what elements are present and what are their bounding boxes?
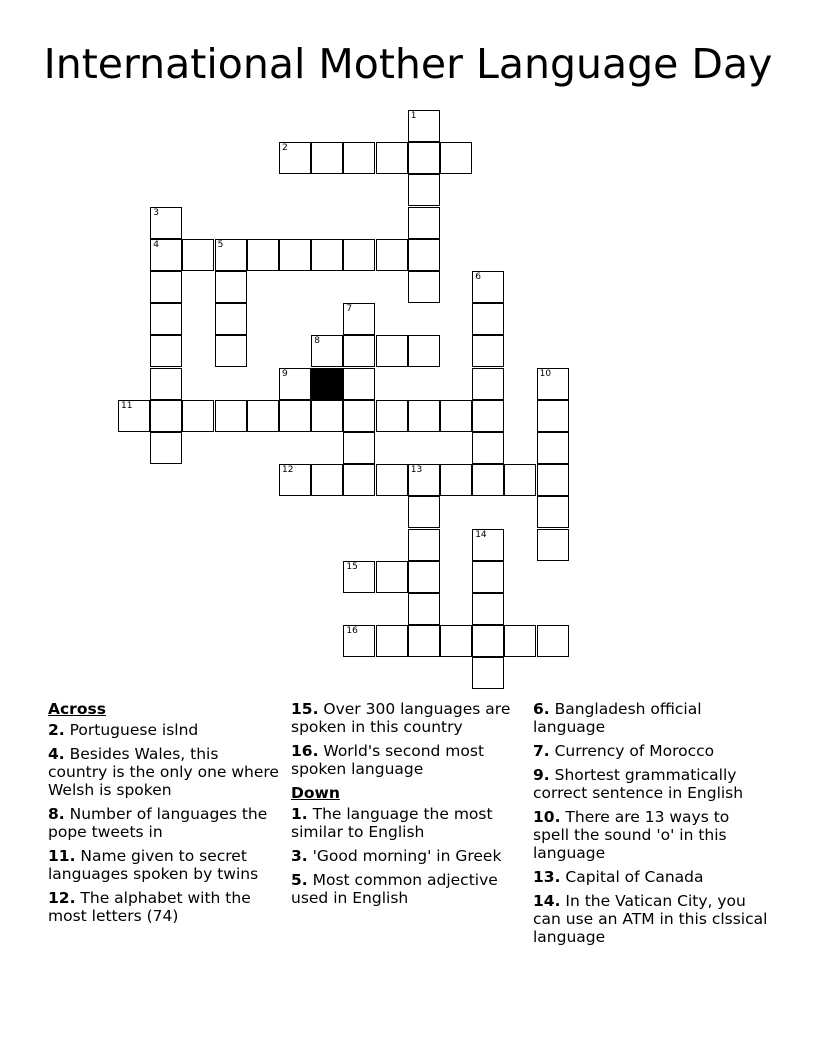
grid-cell[interactable] [440,142,472,174]
grid-cell[interactable] [472,593,504,625]
clue [48,889,280,925]
clue-number: 11 [121,400,133,411]
grid-cell[interactable] [343,335,375,367]
clue-number: 6 [475,272,481,282]
clue [291,805,523,841]
clue-number: 12 [282,465,294,476]
clue-text: Over 300 languages are spoken in this country [291,700,511,736]
clue [48,805,280,841]
grid-cell[interactable] [311,239,343,271]
grid-cell[interactable] [408,335,440,367]
clue [291,871,523,907]
clue-number: 10 [539,368,552,379]
clue-text: 'Good morning' in Greek [307,847,502,865]
grid-cell[interactable] [472,657,504,689]
grid-cell[interactable] [215,271,247,303]
grid-cell[interactable] [118,400,150,432]
grid-cell[interactable] [537,529,569,561]
grid-cell[interactable] [215,335,247,367]
clue [291,847,523,865]
clue-text: World's second most spoken language [291,742,485,778]
grid-cell[interactable] [440,625,472,657]
clue-column-2 [291,700,523,913]
clue-number-label: 15. [291,700,319,718]
clue-text: Bangladesh official language [533,700,702,736]
grid-cell[interactable] [150,303,182,335]
grid-cell[interactable] [343,561,375,593]
grid-cell[interactable] [182,400,214,432]
grid-cell[interactable] [504,625,536,657]
grid-cell[interactable] [343,239,375,271]
clue-number: 14 [475,529,487,540]
clue-number: 2 [282,143,288,154]
clue-number-label: 9. [533,766,550,784]
clue-number-label: 1. [291,805,308,823]
grid-cell[interactable] [376,335,408,367]
grid-cell[interactable] [376,464,408,496]
clue-number-label: 4. [48,745,65,763]
grid-cell[interactable] [408,561,440,593]
grid-cell[interactable] [376,239,408,271]
clue [533,700,769,736]
black-cell [311,368,343,400]
grid-cell[interactable] [150,271,182,303]
grid-cell[interactable] [376,142,408,174]
clue-number-label: 14. [533,892,561,910]
clue-number-label: 6. [533,700,550,718]
grid-cell[interactable] [408,464,440,496]
grid-cell[interactable] [408,239,440,271]
grid-cell[interactable] [472,335,504,367]
grid-cell[interactable] [408,496,440,528]
grid-cell[interactable] [537,464,569,496]
grid-cell[interactable] [440,400,472,432]
grid-cell[interactable] [343,432,375,464]
clue-number-label: 12. [48,889,76,907]
clue-number-label: 10. [533,808,561,826]
clue [533,892,769,946]
grid-cell[interactable] [537,368,569,400]
clue-number-label: 2. [48,721,65,739]
grid-cell[interactable] [472,464,504,496]
clue-number-label: 7. [533,742,550,760]
grid-cell[interactable] [311,464,343,496]
grid-cell[interactable] [311,142,343,174]
clue-text: Portuguese islnd [64,721,199,739]
grid-cell[interactable] [343,142,375,174]
grid-cell[interactable] [408,625,440,657]
page-title: International Mother Language Day [43,40,773,88]
grid-cell[interactable] [376,625,408,657]
clue-number: 15 [346,561,358,572]
clue [48,847,280,883]
clue [533,868,769,886]
clue-column-1 [48,700,280,931]
grid-cell[interactable] [215,400,247,432]
grid-cell[interactable] [408,110,440,142]
clue-number: 1 [410,111,417,121]
clue [533,808,769,862]
clue [291,700,523,736]
grid-cell[interactable] [408,142,440,174]
grid-cell[interactable] [408,271,440,303]
grid-cell[interactable] [279,368,311,400]
grid-cell[interactable] [472,303,504,335]
clue-number: 5 [217,239,224,250]
clue-text: Besides Wales, this country is the only one where Welsh is spoken [48,745,279,799]
grid-cell[interactable] [343,625,375,657]
grid-cell[interactable] [408,400,440,432]
clue-number-label: 3. [291,847,308,865]
grid-cell[interactable] [537,400,569,432]
clue-number: 9 [282,368,288,379]
grid-cell[interactable] [537,432,569,464]
grid-cell[interactable] [215,303,247,335]
grid-cell[interactable] [343,464,375,496]
clue-text: In the Vatican City, you can use an ATM in this clssical language [533,892,768,946]
grid-cell[interactable] [247,400,279,432]
grid-cell[interactable] [472,368,504,400]
clue-number: 4 [153,239,159,250]
clue [48,721,280,739]
grid-cell[interactable] [537,625,569,657]
grid-cell[interactable] [408,174,440,206]
grid-cell[interactable] [279,142,311,174]
grid-cell[interactable] [376,561,408,593]
clue-number: 7 [346,304,353,315]
grid-cell[interactable] [472,271,504,303]
grid-cell[interactable] [150,335,182,367]
grid-cell[interactable] [408,593,440,625]
grid-cell[interactable] [279,464,311,496]
grid-cell[interactable] [150,368,182,400]
clue-number: 3 [153,207,159,218]
across-heading: Across [48,700,106,718]
clue-text: Shortest grammatically correct sentence in English [533,766,744,802]
clue-text: The language the most similar to English [291,805,493,841]
clue-number-label: 8. [48,805,65,823]
grid-cell[interactable] [182,239,214,271]
grid-cell[interactable] [150,239,182,271]
clue-number-label: 5. [291,871,308,889]
grid-cell[interactable] [408,529,440,561]
grid-cell[interactable] [440,464,472,496]
clue-column-3 [533,700,769,952]
clue-text: Name given to secret languages spoken by twins [48,847,259,883]
grid-cell[interactable] [504,464,536,496]
down-heading: Down [291,784,340,802]
clue [533,742,769,760]
grid-cell[interactable] [150,207,182,239]
grid-cell[interactable] [472,529,504,561]
grid-cell[interactable] [150,400,182,432]
clue [291,742,523,778]
grid-cell[interactable] [537,496,569,528]
grid-cell[interactable] [472,432,504,464]
grid-cell[interactable] [376,400,408,432]
grid-cell[interactable] [472,400,504,432]
clue-number-label: 16. [291,742,319,760]
grid-cell[interactable] [311,400,343,432]
clue-text: There are 13 ways to spell the sound 'o' in this language [533,808,730,862]
clue-text: Currency of Morocco [549,742,715,760]
clue-number-label: 11. [48,847,76,865]
clue-number: 16 [346,626,358,637]
grid-cell[interactable] [311,335,343,367]
clue [533,766,769,802]
grid-cell[interactable] [343,400,375,432]
grid-cell[interactable] [215,239,247,271]
grid-cell[interactable] [472,625,504,657]
grid-cell[interactable] [408,207,440,239]
grid-cell[interactable] [279,239,311,271]
grid-cell[interactable] [247,239,279,271]
clue [48,745,280,799]
clue-number-label: 13. [533,868,561,886]
grid-cell[interactable] [472,561,504,593]
grid-cell[interactable] [343,368,375,400]
clue-text: Capital of Canada [560,868,704,886]
grid-cell[interactable] [279,400,311,432]
clue-text: The alphabet with the most letters (74) [48,889,251,925]
clue-number: 13 [410,465,423,476]
clue-text: Most common adjective used in English [291,871,498,907]
grid-cell[interactable] [150,432,182,464]
grid-cell[interactable] [343,303,375,335]
clue-text: Number of languages the pope tweets in [48,805,268,841]
clue-number: 8 [314,336,320,347]
